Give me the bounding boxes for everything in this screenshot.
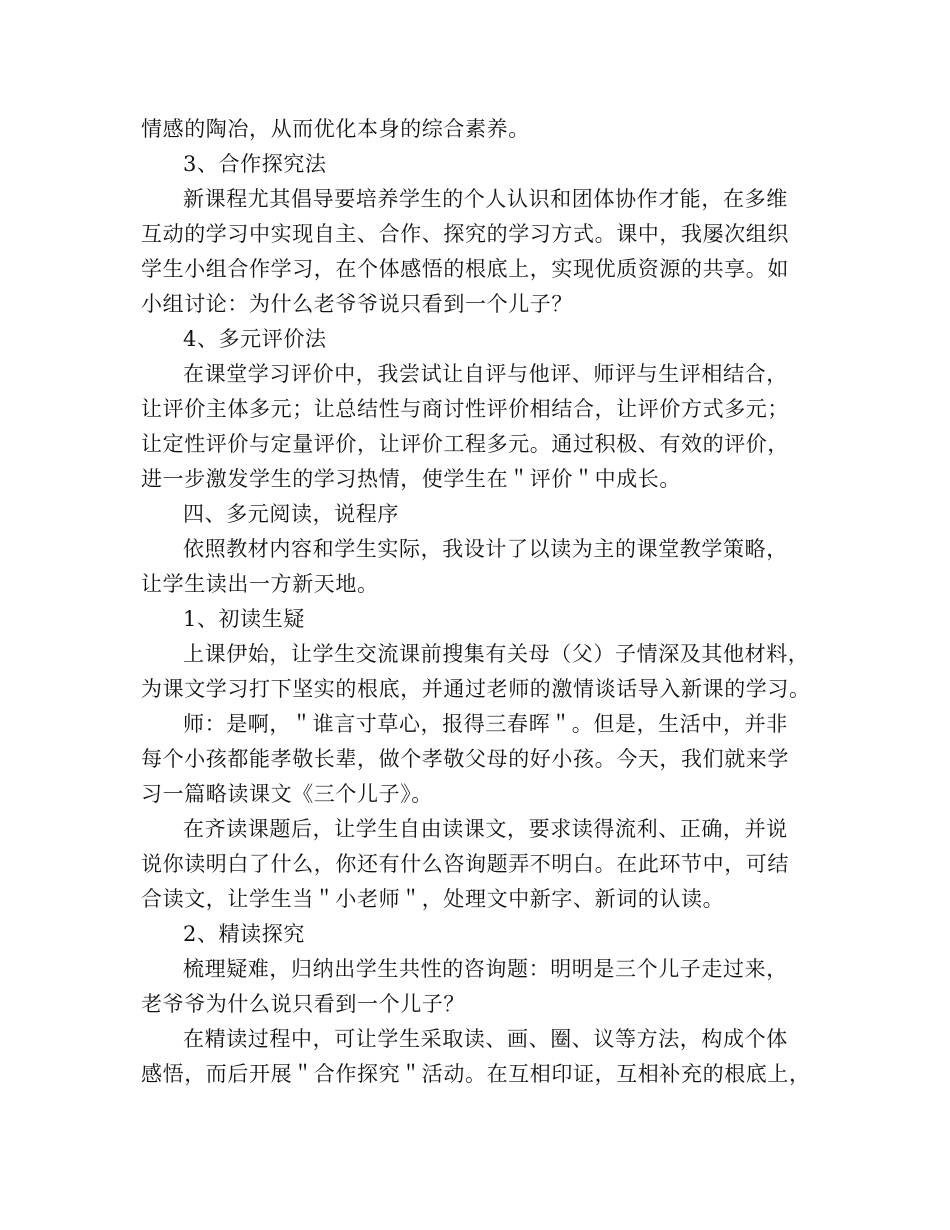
text-line: 2、精读探究 xyxy=(183,922,305,946)
text-line: 互动的学习中实现自主、合作、探究的学习方式。课中，我屡次组织 xyxy=(141,222,789,246)
text-line: 在精读过程中，可让学生采取读、画、圈、议等方法，构成个体 xyxy=(183,1027,788,1051)
text-line: 习一篇略读课文《三个儿子》。 xyxy=(141,782,433,806)
text-line: 新课程尤其倡导要培养学生的个人认识和团体协作才能，在多维 xyxy=(183,187,788,211)
text-line: 3、合作探究法 xyxy=(183,152,327,176)
text-line: 情感的陶冶，从而优化本身的综合素养。 xyxy=(141,117,530,141)
text-line: 在课堂学习评价中，我尝试让自评与他评、师评与生评相结合， xyxy=(183,362,788,386)
text-line: 进一步激发学生的学习热情，使学生在＂评价＂中成长。 xyxy=(141,467,681,491)
text-line: 为课文学习打下坚实的根底，并通过老师的激情谈话导入新课的学习。 xyxy=(141,677,811,701)
text-line: 上课伊始，让学生交流课前搜集有关母（父）子情深及其他材料， xyxy=(183,642,810,666)
text-line: 1、初读生疑 xyxy=(183,607,305,631)
text-line: 让定性评价与定量评价，让评价工程多元。通过积极、有效的评价， xyxy=(141,432,789,456)
text-line: 四、多元阅读，说程序 xyxy=(183,502,399,526)
text-line: 感悟，而后开展＂合作探究＂活动。在互相印证，互相补充的根底上， xyxy=(141,1062,811,1086)
text-line: 老爷爷为什么说只看到一个儿子？ xyxy=(141,992,465,1016)
text-line: 4、多元评价法 xyxy=(183,327,327,351)
text-line: 小组讨论：为什么老爷爷说只看到一个儿子？ xyxy=(141,292,573,316)
text-line: 说你读明白了什么，你还有什么咨询题弄不明白。在此环节中，可结 xyxy=(141,852,789,876)
document-page xyxy=(141,112,821,1092)
text-line: 合读文，让学生当＂小老师＂，处理文中新字、新词的认读。 xyxy=(141,887,725,911)
text-line: 学生小组合作学习，在个体感悟的根底上，实现优质资源的共享。如 xyxy=(141,257,789,281)
text-line: 依照教材内容和学生实际，我设计了以读为主的课堂教学策略， xyxy=(183,537,788,561)
text-line: 让评价主体多元；让总结性与商讨性评价相结合，让评价方式多元； xyxy=(141,397,789,421)
text-line: 在齐读课题后，让学生自由读课文，要求读得流利、正确，并说 xyxy=(183,817,788,841)
text-line: 每个小孩都能孝敬长辈，做个孝敬父母的好小孩。今天，我们就来学 xyxy=(141,747,789,771)
text-line: 让学生读出一方新天地。 xyxy=(141,572,379,596)
text-line: 梳理疑难，归纳出学生共性的咨询题：明明是三个儿子走过来， xyxy=(183,957,788,981)
text-line: 师：是啊，＂谁言寸草心，报得三春晖＂。但是，生活中，并非 xyxy=(183,712,788,736)
